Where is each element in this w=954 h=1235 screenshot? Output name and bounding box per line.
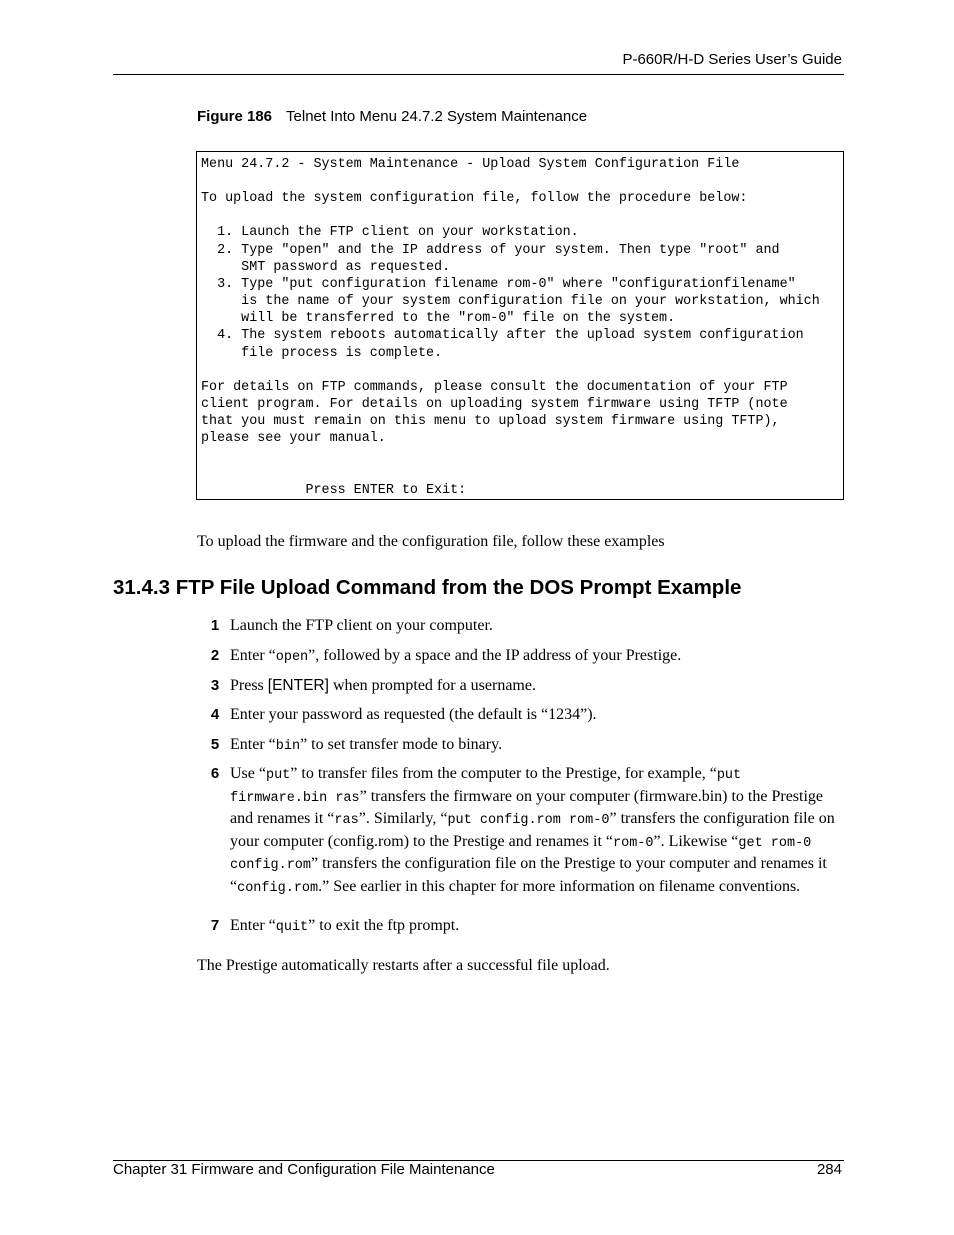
step-number: 2 <box>210 647 220 664</box>
key-name: [ENTER] <box>267 677 329 694</box>
inline-code: put config.rom rom-0 <box>447 813 610 828</box>
inline-code: open <box>275 650 309 665</box>
terminal-line: For details on FTP commands, please consult the documentation of your FTP <box>201 380 788 395</box>
step-text: Enter your password as requested (the default is “1234”). <box>230 706 597 723</box>
step-text: Press [ENTER] when prompted for a username. <box>230 677 536 694</box>
terminal-line: client program. For details on uploading system firmware using TFTP (note <box>201 397 788 412</box>
inline-code: quit <box>275 920 309 935</box>
step-number: 1 <box>210 617 220 634</box>
list-item <box>206 616 846 637</box>
terminal-line: Menu 24.7.2 - System Maintenance - Upload System Configuration File <box>201 157 740 172</box>
section-heading: 31.4.3 FTP File Upload Command from the DOS Prompt Example <box>113 576 742 599</box>
inline-code: rom-0 <box>613 835 654 851</box>
inline-code: bin <box>275 739 301 754</box>
terminal-screen <box>196 151 844 500</box>
figure-title: Telnet Into Menu 24.7.2 System Maintenance <box>286 108 588 125</box>
step-number: 5 <box>210 736 220 753</box>
inline-code: put <box>265 768 291 783</box>
step-number: 3 <box>210 677 220 694</box>
terminal-line: SMT password as requested. <box>201 260 451 275</box>
step-number: 6 <box>210 765 220 782</box>
footer-chapter: Chapter 31 Firmware and Configuration File Maintenance <box>113 1161 495 1178</box>
step-number: 4 <box>210 706 220 723</box>
step-text: Enter “open”, followed by a space and the IP address of your Prestige. <box>230 647 682 665</box>
step-text: Enter “quit” to exit the ftp prompt. <box>230 917 460 935</box>
step-number: 7 <box>210 917 220 934</box>
step-text: Enter “bin” to set transfer mode to binary. <box>230 736 503 754</box>
terminal-line: 3. Type "put configuration filename rom-0" where "configurationfilename" <box>201 277 796 292</box>
figure-label: Figure 186 <box>197 108 273 125</box>
list-item <box>206 735 846 758</box>
list-item <box>206 764 846 899</box>
terminal-line: 4. The system reboots automatically after the upload system configuration <box>201 328 804 343</box>
page-number: 284 <box>816 1161 842 1178</box>
terminal-line: will be transferred to the "rom-0" file on the system. <box>201 311 676 326</box>
terminal-line: that you must remain on this menu to upload system firmware using TFTP), <box>201 414 780 429</box>
intro-paragraph: To upload the firmware and the configuration file, follow these examples <box>197 533 665 550</box>
terminal-line: To upload the system configuration file, follow the procedure below: <box>201 191 748 206</box>
step-text: Use “put” to transfer files from the computer to the Prestige, for example, “put firmware.bin ras” transfers the firmware on your computer (firmware.bin) to the Prestige and renames it “ras”. Similarly, “put config.rom rom-0” transfers the configuration file on your computer (config.rom) to the Prestige and renames it “rom-0”. Likewise “get rom-0 config.rom” transfers the configuration file on the Prestige to your computer and renames it “config.rom.” See earlier in this chapter for more information on filename conventions. <box>230 765 835 896</box>
running-header: P-660R/H-D Series User’s Guide <box>622 51 842 68</box>
terminal-line: 1. Launch the FTP client on your workstation. <box>201 225 579 240</box>
list-item <box>206 646 846 669</box>
list-item <box>206 916 846 939</box>
terminal-line: is the name of your system configuration file on your workstation, which <box>201 294 820 309</box>
inline-code: config.rom <box>237 880 319 896</box>
list-item <box>206 676 846 697</box>
inline-code: put firmware.bin ras <box>230 768 742 806</box>
step-text: Launch the FTP client on your computer. <box>230 617 493 634</box>
terminal-line: please see your manual. <box>201 431 386 446</box>
inline-code: ras <box>334 813 359 828</box>
list-item <box>206 705 846 726</box>
header-divider <box>113 74 844 75</box>
terminal-line: 2. Type "open" and the IP address of your system. Then type "root" and <box>201 243 780 258</box>
closing-paragraph: The Prestige automatically restarts after a successful file upload. <box>197 957 610 974</box>
terminal-line: file process is complete. <box>201 346 443 361</box>
terminal-line: Press ENTER to Exit: <box>201 483 467 498</box>
inline-code: get rom-0 config.rom <box>230 835 812 873</box>
figure-caption <box>197 108 587 125</box>
